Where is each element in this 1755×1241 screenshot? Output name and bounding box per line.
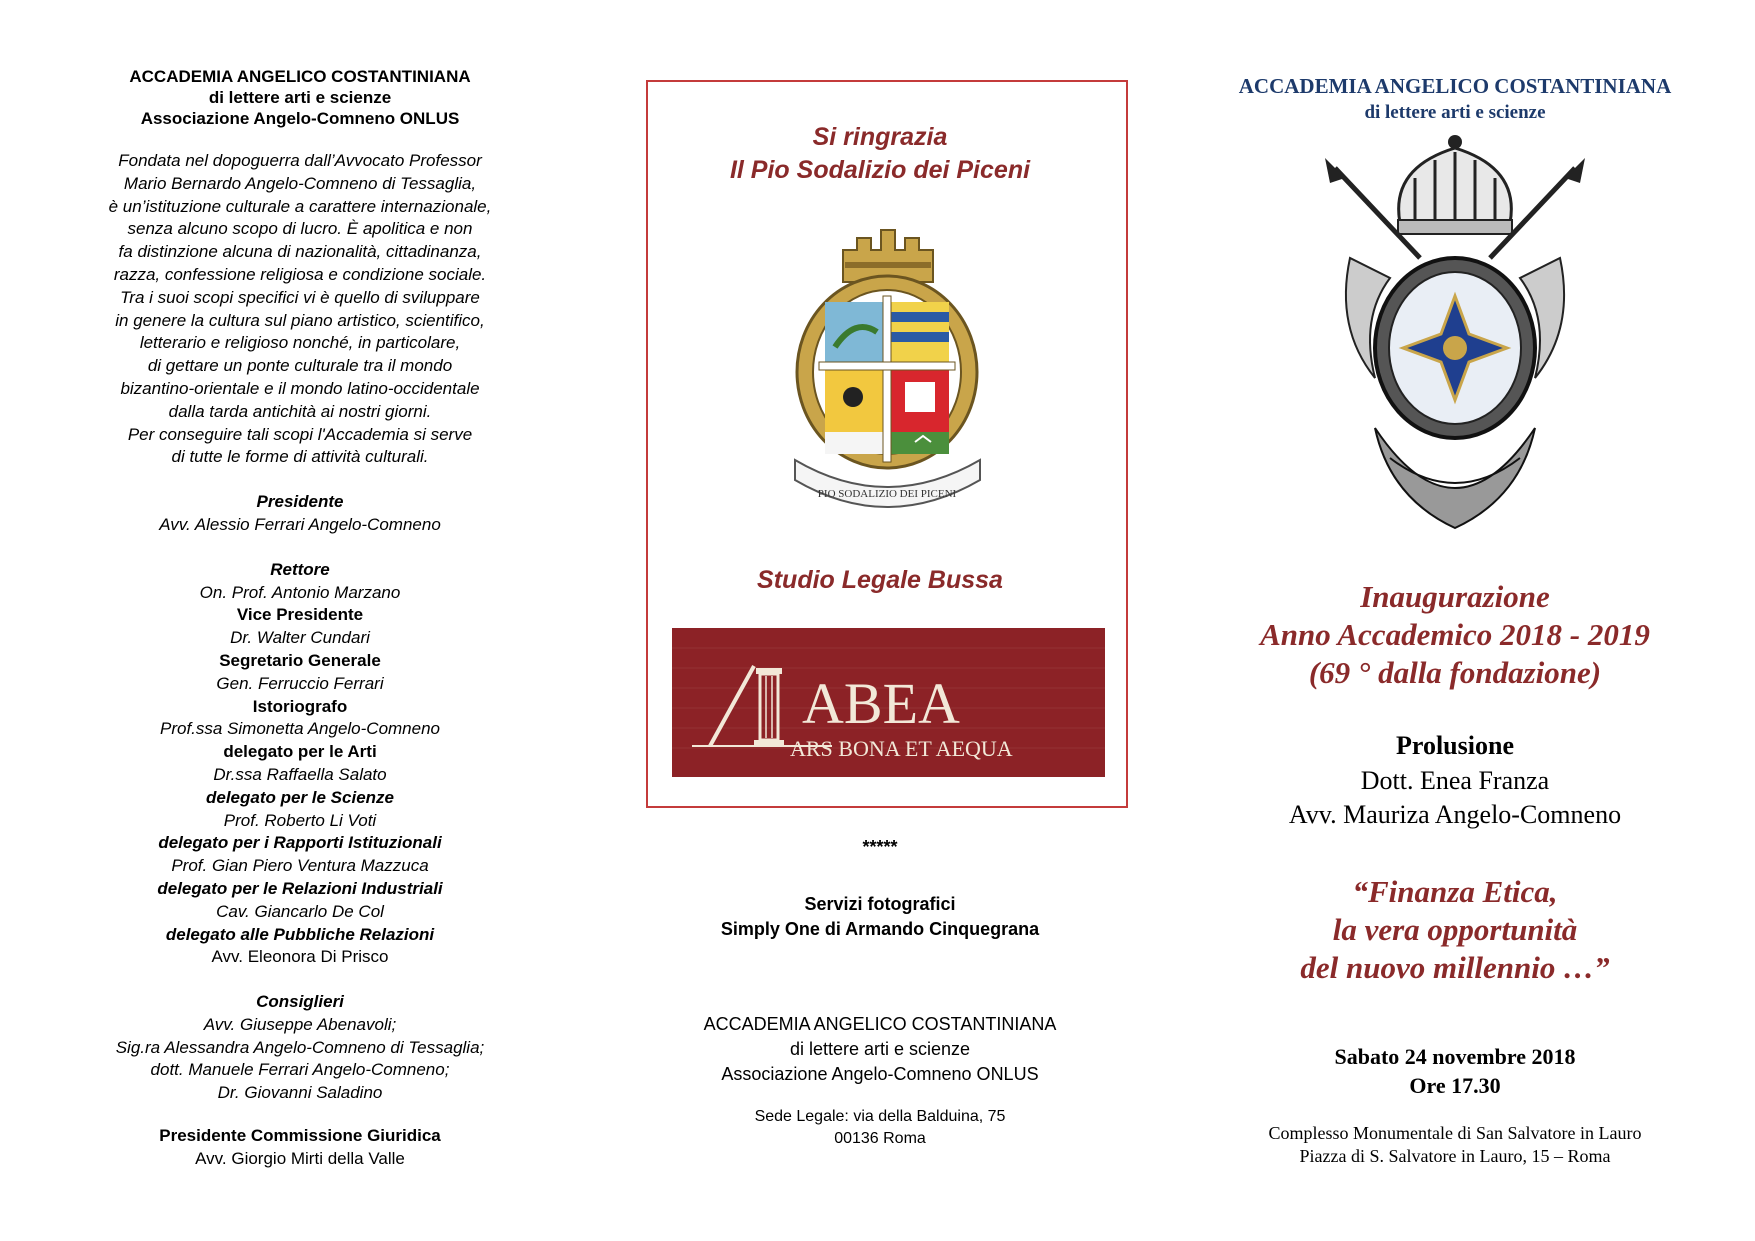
officer-name: Dr. Walter Cundari [230, 628, 370, 648]
studio-name: Studio Legale Bussa [757, 566, 1003, 594]
description-line: Mario Bernardo Angelo-Comneno di Tessaglia, [123, 173, 477, 193]
venue-line: Complesso Monumentale di San Salvatore in Lauro [1268, 1123, 1642, 1143]
thanks-line: Il Pio Sodalizio dei Piceni [729, 156, 1031, 184]
inauguration-line: Inaugurazione [1360, 579, 1550, 614]
photo-credit-line: Simply One di Armando Cinquegrana [720, 919, 1040, 939]
officer-role: Istoriografo [252, 696, 348, 716]
middle-org-line: di lettere arti e scienze [789, 1039, 971, 1059]
officer-role: Rettore [270, 559, 330, 579]
crest-ribbon-text: PIO SODALIZIO DEI PICENI [817, 488, 957, 500]
officer-role: delegato per le Scienze [205, 787, 394, 807]
photo-credits [620, 892, 1140, 942]
prolusion-speakers [1190, 764, 1720, 832]
pio-sodalizio-crest-logo [785, 222, 990, 522]
description-line: razza, confessione religiosa e condizione sociale. [113, 264, 487, 284]
lecture-title-quote [1190, 873, 1720, 987]
inauguration-line: (69 ° dalla fondazione) [1308, 655, 1602, 690]
officers-list [40, 559, 560, 969]
council-role: Consiglieri [256, 992, 344, 1012]
description-line: Per conseguire tali scopi l'Accademia si serve [127, 424, 473, 444]
officer-role: Segretario Generale [219, 650, 381, 670]
thanks-line: Si ringrazia [812, 123, 948, 151]
legal-seat [620, 1106, 1140, 1150]
legal-seat-line: 00136 Roma [834, 1130, 926, 1147]
academy-name: ACCADEMIA ANGELICO COSTANTINIANA [129, 67, 471, 86]
officer-name: Cav. Giancarlo De Col [216, 901, 384, 921]
right-panel [1190, 0, 1720, 1241]
middle-panel [620, 0, 1140, 1241]
association-name: Associazione Angelo-Comneno ONLUS [140, 109, 460, 128]
legal-commission-role: Presidente Commissione Giuridica [159, 1126, 441, 1146]
prolusion-title: Prolusione [1396, 731, 1514, 760]
officer-role: delegato alle Pubbliche Relazioni [165, 924, 435, 944]
event-venue [1190, 1122, 1720, 1168]
abea-logo [672, 628, 1105, 777]
right-academy-name: ACCADEMIA ANGELICO COSTANTINIANA [1238, 74, 1672, 98]
officer-name: Prof.ssa Simonetta Angelo-Comneno [159, 719, 441, 739]
description-line: fa distinzione alcuna di nazionalità, cittadinanza, [118, 242, 482, 262]
abea-title: ABEA [802, 671, 960, 736]
legal-seat-line: Sede Legale: via della Balduina, 75 [754, 1108, 1006, 1125]
academy-header [40, 66, 560, 129]
president-name: Avv. Alessio Ferrari Angelo-Comneno [159, 514, 441, 534]
right-academy-subtitle: di lettere arti e scienze [1364, 102, 1546, 123]
officer-role: delegato per le Relazioni Industriali [157, 878, 443, 898]
event-datetime [1190, 1042, 1720, 1100]
description-line: di gettare un ponte culturale tra il mondo [147, 356, 453, 376]
quote-line: “Finanza Etica, [1352, 874, 1558, 909]
legal-commission-name: Avv. Giorgio Mirti della Valle [195, 1148, 405, 1168]
middle-org-line: ACCADEMIA ANGELICO COSTANTINIANA [703, 1014, 1057, 1034]
thanks-heading [620, 121, 1140, 187]
quote-line: del nuovo millennio …” [1300, 950, 1610, 985]
description-line: di tutte le forme di attività culturali. [171, 447, 429, 467]
separator-stars: ***** [862, 837, 898, 857]
officer-name: Gen. Ferruccio Ferrari [216, 673, 384, 693]
academy-subtitle: di lettere arti e scienze [208, 88, 392, 107]
middle-org-block [620, 1012, 1140, 1087]
left-panel [40, 0, 560, 1171]
officer-name: Dr.ssa Raffaella Salato [213, 764, 387, 784]
president-role: Presidente [256, 492, 344, 512]
inauguration-title [1190, 578, 1720, 692]
event-time: Ore 17.30 [1409, 1073, 1501, 1098]
officer-name: Prof. Gian Piero Ventura Mazzuca [171, 856, 429, 876]
academy-emblem-logo [1320, 128, 1590, 558]
photo-credit-line: Servizi fotografici [804, 894, 956, 914]
council-member: Dr. Giovanni Saladino [217, 1083, 383, 1103]
academy-description [40, 150, 560, 469]
description-line: Fondata nel dopoguerra dall’Avvocato Professor [118, 151, 482, 170]
abea-subtitle: ARS BONA ET AEQUA [790, 736, 1013, 761]
middle-org-line: Associazione Angelo-Comneno ONLUS [721, 1064, 1039, 1084]
council-member: Sig.ra Alessandra Angelo-Comneno di Tessaglia; [115, 1037, 485, 1057]
officer-name: On. Prof. Antonio Marzano [199, 582, 401, 602]
officer-name: Avv. Eleonora Di Prisco [211, 947, 389, 967]
inauguration-line: Anno Accademico 2018 - 2019 [1260, 617, 1650, 652]
officer-role: delegato per le Arti [223, 742, 377, 762]
description-line: Tra i suoi scopi specifici vi è quello di sviluppare [120, 287, 480, 307]
officer-name: Prof. Roberto Li Voti [223, 810, 377, 830]
description-line: è un’istituzione culturale a carattere internazionale, [108, 196, 492, 216]
speaker-name: Avv. Mauriza Angelo-Comneno [1288, 800, 1622, 829]
description-line: senza alcuno scopo di lucro. È apolitica e non [127, 219, 473, 239]
description-line: letterario e religioso nonché, in particolare, [139, 333, 461, 353]
council-member: dott. Manuele Ferrari Angelo-Comneno; [150, 1060, 450, 1080]
venue-line: Piazza di S. Salvatore in Lauro, 15 – Roma [1299, 1146, 1611, 1166]
officer-role: Vice Presidente [236, 605, 364, 625]
council-member: Avv. Giuseppe Abenavoli; [203, 1014, 397, 1034]
quote-line: la vera opportunità [1332, 912, 1578, 947]
description-line: dalla tarda antichità ai nostri giorni. [168, 401, 432, 421]
speaker-name: Dott. Enea Franza [1360, 766, 1550, 795]
officer-role: delegato per i Rapporti Istituzionali [158, 833, 442, 853]
event-date: Sabato 24 novembre 2018 [1334, 1044, 1576, 1069]
description-line: in genere la cultura sul piano artistico, scientifico, [115, 310, 485, 330]
description-line: bizantino-orientale e il mondo latino-occidentale [120, 378, 480, 398]
